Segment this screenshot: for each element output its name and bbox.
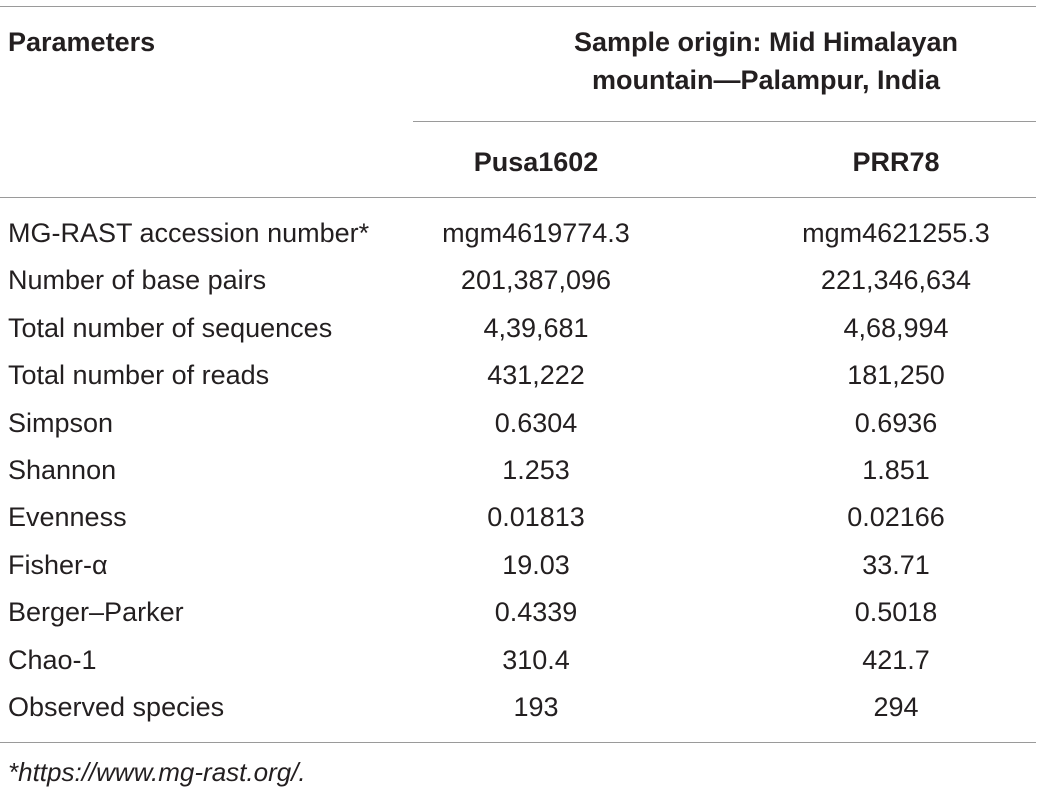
table-top-rule [0, 6, 1036, 7]
header-bottom-rule [0, 197, 1036, 198]
table-bottom-rule [0, 742, 1036, 743]
table-footnote: *https://www.mg-rast.org/. [8, 757, 306, 787]
row-value-pusa1602: 310.4 [502, 645, 570, 675]
row-value-pusa1602: 0.01813 [487, 502, 585, 532]
row-value-prr78: 0.5018 [854, 597, 938, 627]
group-header-line2: mountain—Palampur, India [591, 65, 941, 95]
row-parameter: Chao-1 [8, 645, 97, 675]
row-value-prr78: 221,346,634 [820, 265, 972, 295]
row-parameter: Simpson [8, 408, 114, 438]
row-value-prr78: 294 [873, 692, 919, 722]
row-parameter: MG-RAST accession number* [8, 218, 370, 248]
row-value-prr78: 0.6936 [854, 408, 938, 438]
row-value-pusa1602: 193 [513, 692, 559, 722]
row-value-pusa1602: 431,222 [487, 360, 585, 390]
column-header-pusa1602: Pusa1602 [473, 147, 599, 177]
row-parameter: Total number of reads [8, 360, 270, 390]
row-parameter: Evenness [8, 502, 127, 532]
row-value-pusa1602: 0.4339 [494, 597, 578, 627]
row-value-prr78: 4,68,994 [843, 313, 949, 343]
row-value-prr78: 421.7 [862, 645, 930, 675]
column-header-prr78: PRR78 [852, 147, 940, 177]
row-value-pusa1602: 4,39,681 [483, 313, 589, 343]
row-value-prr78: 1.851 [862, 455, 930, 485]
row-parameter: Berger–Parker [8, 597, 184, 627]
parameters-header: Parameters [8, 27, 156, 57]
row-value-pusa1602: 1.253 [502, 455, 570, 485]
group-header-line1: Sample origin: Mid Himalayan [573, 27, 959, 57]
row-parameter: Shannon [8, 455, 117, 485]
row-parameter: Observed species [8, 692, 225, 722]
row-value-prr78: 181,250 [847, 360, 945, 390]
row-parameter: Total number of sequences [8, 313, 333, 343]
row-value-prr78: mgm4621255.3 [802, 218, 990, 248]
group-header-rule [413, 121, 1036, 122]
row-value-prr78: 33.71 [862, 550, 930, 580]
row-value-pusa1602: 201,387,096 [460, 265, 612, 295]
row-value-pusa1602: mgm4619774.3 [442, 218, 630, 248]
row-value-pusa1602: 19.03 [502, 550, 570, 580]
row-parameter: Number of base pairs [8, 265, 267, 295]
row-value-pusa1602: 0.6304 [494, 408, 578, 438]
row-parameter: Fisher-α [8, 550, 108, 580]
row-value-prr78: 0.02166 [847, 502, 945, 532]
